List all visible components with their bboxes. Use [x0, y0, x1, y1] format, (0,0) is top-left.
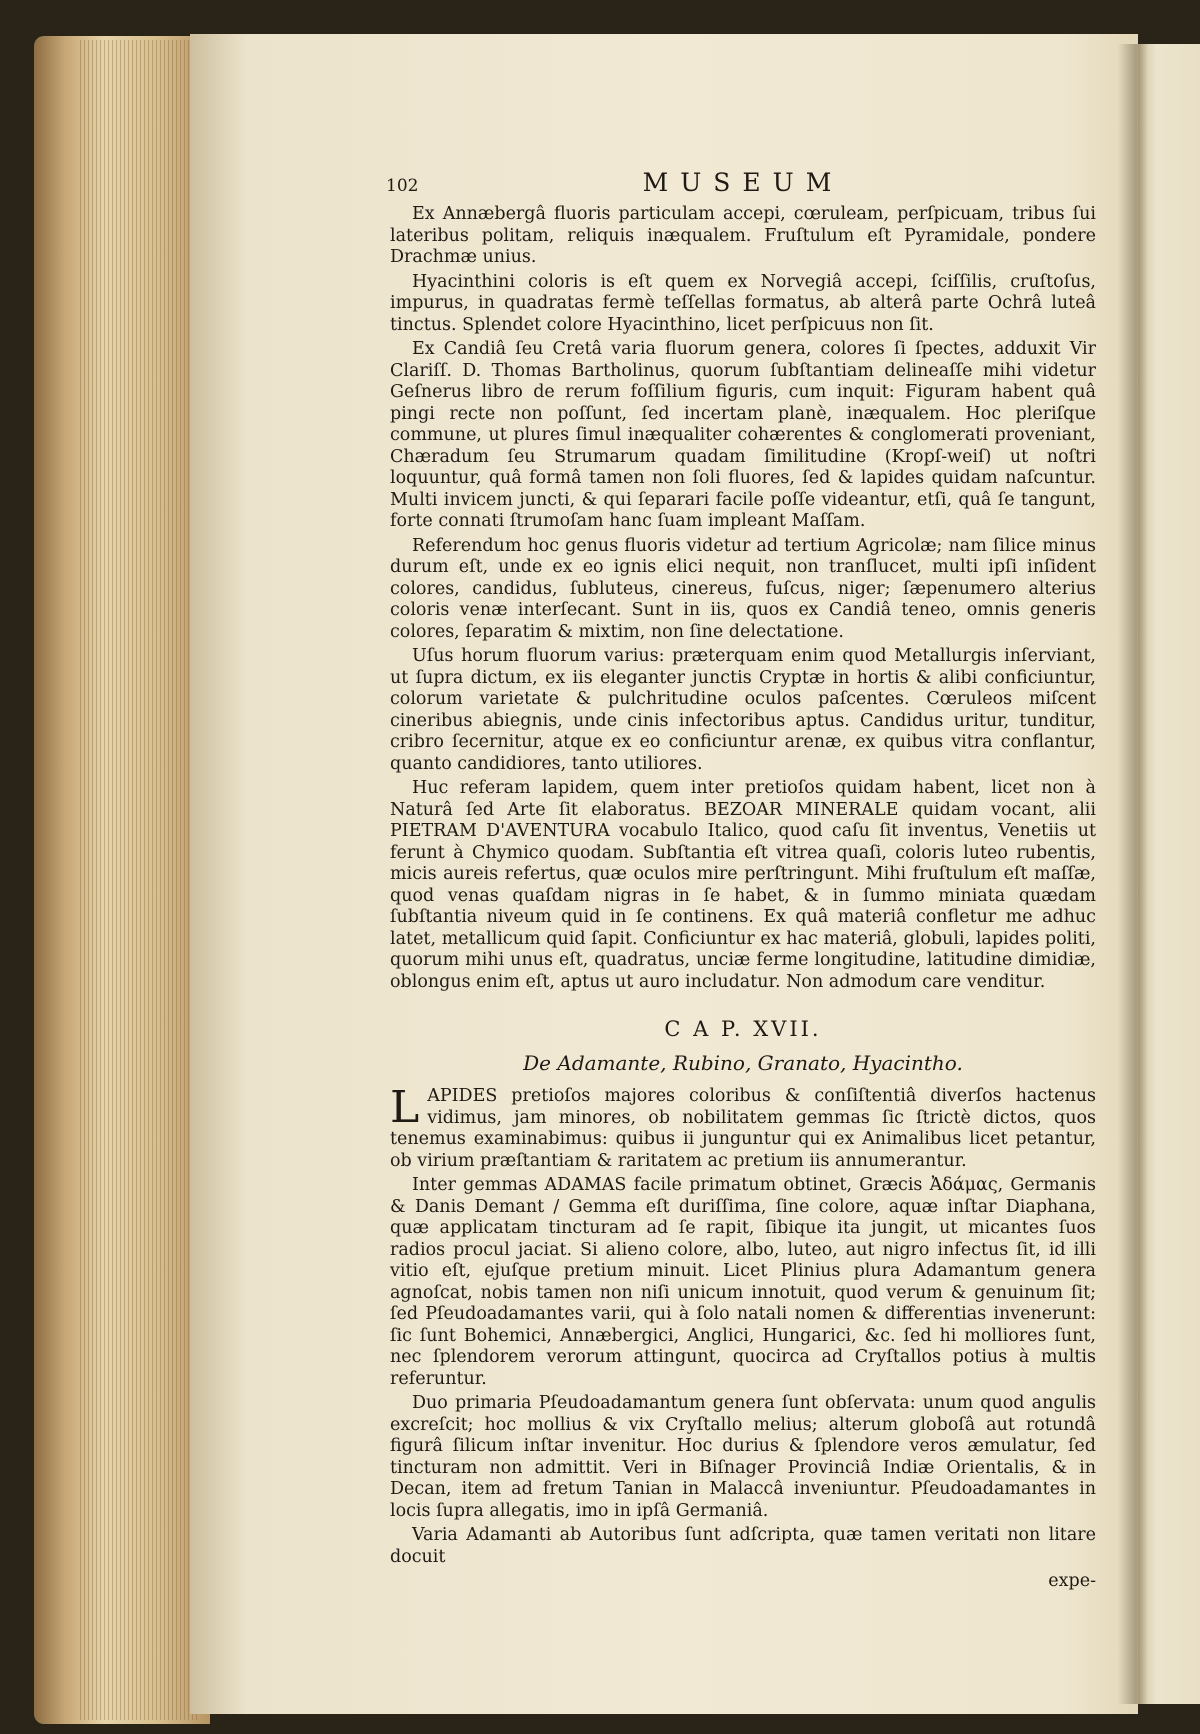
chapter-first-paragraph: [390, 1082, 1096, 1172]
text-block: [386, 168, 1096, 1702]
drop-cap: L: [390, 1082, 420, 1133]
chapter-title: C A P. XVII.: [664, 1017, 822, 1041]
paragraph: Ex Candiâ ſeu Cretâ varia fluorum genera, colores ſi ſpectes, adduxit Vir Clariſſ. D. Thomas Bartholinus, quorum ſubſtantiam delineaſſe mihi videtur Geſnerus libro de rerum foſſilium figuris, cum inquit: Figuram habent quâ pingi recte non poſſunt, ſed incertam planè, inæqualem. Hoc pleriſque commune, ut plures ſimul inæqualiter cohærentes & conglomerati proveniant, Chæradum ſeu Strumarum quadam ſimilitudine (Kropſ-weiſ) ut noſtri loquuntur, quâ formâ tamen non ſoli fluores, ſed & lapides quidam naſcuntur. Multi invicem juncti, & qui ſeparari facile poſſe videantur, etſi, quâ ſe tangunt, forte connati ſtrumoſam hanc ſuam impleant Maſſam.: [390, 339, 1096, 531]
paragraph: Ex Annæbergâ fluoris particulam accepi, cœruleam, perſpicuam, tribus ſui lateribus politam, reliquis inæqualem. Fruſtulum eſt Pyramidale, pondere Drachmæ unius.: [390, 204, 1096, 267]
chapter-subtitle: De Adamante, Rubino, Granato, Hyacintho.: [523, 1050, 963, 1075]
page-number: 102: [386, 176, 419, 196]
catchword: expe-: [1048, 1571, 1096, 1591]
paragraph: Referendum hoc genus fluoris videtur ad tertium Agricolæ; nam ſilice minus durum eſt, unde ex eo ignis elici nequit, non tranſlucet, multi ipſi inſident colores, candidus, ſubluteus, cinereus, fuſcus, niger; ſæpenumero alterius coloris venæ interſecant. Sunt in iis, quos ex Candiâ teneo, omnis generis colores, ſeparatim & mixtim, non ſine delectatione.: [390, 535, 1096, 642]
page-edges: [80, 40, 200, 1720]
paragraph: Uſus horum fluorum varius: præterquam enim quod Metallurgis inſerviant, ut ſupra dictum, ex iis eleganter junctis Cryptæ in hortis & alibi conficiuntur, colorum varietate & pulchritudine oculos paſcentes. Cœruleos miſcent cineribus abiegnis, unde cinis infectoribus aptus. Candidus uritur, tunditur, cribro ſecernitur, atque ex eo conficiuntur arenæ, ex quibus vitra conflantur, quanto candidiores, tanto utiliores.: [390, 646, 1096, 774]
first-paragraph-text: APIDES pretioſos majores coloribus & conſiſtentiâ diverſos hactenus vidimus, jam minores, ob nobilitatem gemmas ſic ſtrictè dictos, quos tenemus examinabimus: quibus ii junguntur qui ex Animalibus licet petantur, ob virium præſtantiam & raritatem ac pretium iis annumerantur.: [390, 1086, 1096, 1171]
running-title: MUSEUM: [642, 168, 844, 197]
paragraph: Inter gemmas ADAMAS facile primatum obtinet, Græcis Ἀδάμας, Germanis & Danis Demant / Gemma eſt duriſſima, ſine colore, aquæ inſtar Diaphana, quæ applicatam tincturam ad ſe rapit, ſibique ita jungit, ut micantes ſuos radios procul jaciat. Si alieno colore, albo, luteo, aut nigro infectus ſit, id illi vitio eſt, ejuſque pretium minuit. Licet Plinius plura Adamantum genera agnoſcat, nobis tamen non niſi unicum innotuit, quod verum & genuinum ſit; ſed Pſeudoadamantes varii, qui à ſolo natali nomen & differentias invenerunt: ſic ſunt Bohemici, Annæbergici, Anglici, Hungarici, &c. ſed hi molliores ſunt, nec ſplendorem verorum attingunt, quocirca ad Cryſtallos potius à multis referuntur.: [390, 1175, 1096, 1389]
page-header: [386, 168, 1096, 202]
paragraph: Hyacinthini coloris is eſt quem ex Norvegiâ accepi, ſciſſilis, cruſtoſus, impurus, in quadratas fermè teſſellas formatus, ab alterâ parte Ochrâ luteâ tinctus. Splendet colore Hyacinthino, licet perſpicuus non ſit.: [390, 271, 1096, 335]
paragraph: Varia Adamanti ab Autoribus ſunt adſcripta, quæ tamen veritati non litare docuit: [390, 1525, 1096, 1567]
paragraph: Duo primaria Pſeudoadamantum genera ſunt obſervata: unum quod angulis excreſcit; hoc mollius & vix Cryſtallo melius; alterum globoſâ aut rotundâ figurâ ſilicum inſtar invenitur. Hoc durius & ſplendore veros æmulatur, ſed tincturam non admittit. Veri in Biſnager Provinciâ Indiæ Orientalis, & in Decan, item ad fretum Tanian in Malaccâ inveniuntur. Pſeudoadamantes in locis ſupra allegatis, imo in ipſâ Germaniâ.: [390, 1393, 1096, 1521]
gutter-shadow: [1118, 44, 1148, 1704]
paragraph: Huc referam lapidem, quem inter pretioſos quidam habent, licet non à Naturâ ſed Arte ſit elaboratus. BEZOAR MINERALE quidam vocant, alii PIETRAM D'AVENTURA vocabulo Italico, quod caſu ſit inventus, Venetiis ut ferunt à Chymico quodam. Subſtantia eſt vitrea quaſi, coloris luteo rubentis, micis aureis refertus, quæ oculos mire perſtringunt. Mihi fruſtulum eſt maſſæ, quod venas quaſdam nigras in ſe habet, & in ſummo miniata quædam ſubſtantia niveum quid in ſe continens. Ex quâ materiâ confletur me adhuc latet, metallicum quid ſapit. Conficiuntur ex hac materiâ, globuli, lapides politi, quorum mihi unus eſt, quadratus, unciæ ferme longitudine, latitudine dimidiæ, oblongus enim eſt, aptus ut auro includatur. Non admodum care venditur.: [390, 778, 1096, 992]
